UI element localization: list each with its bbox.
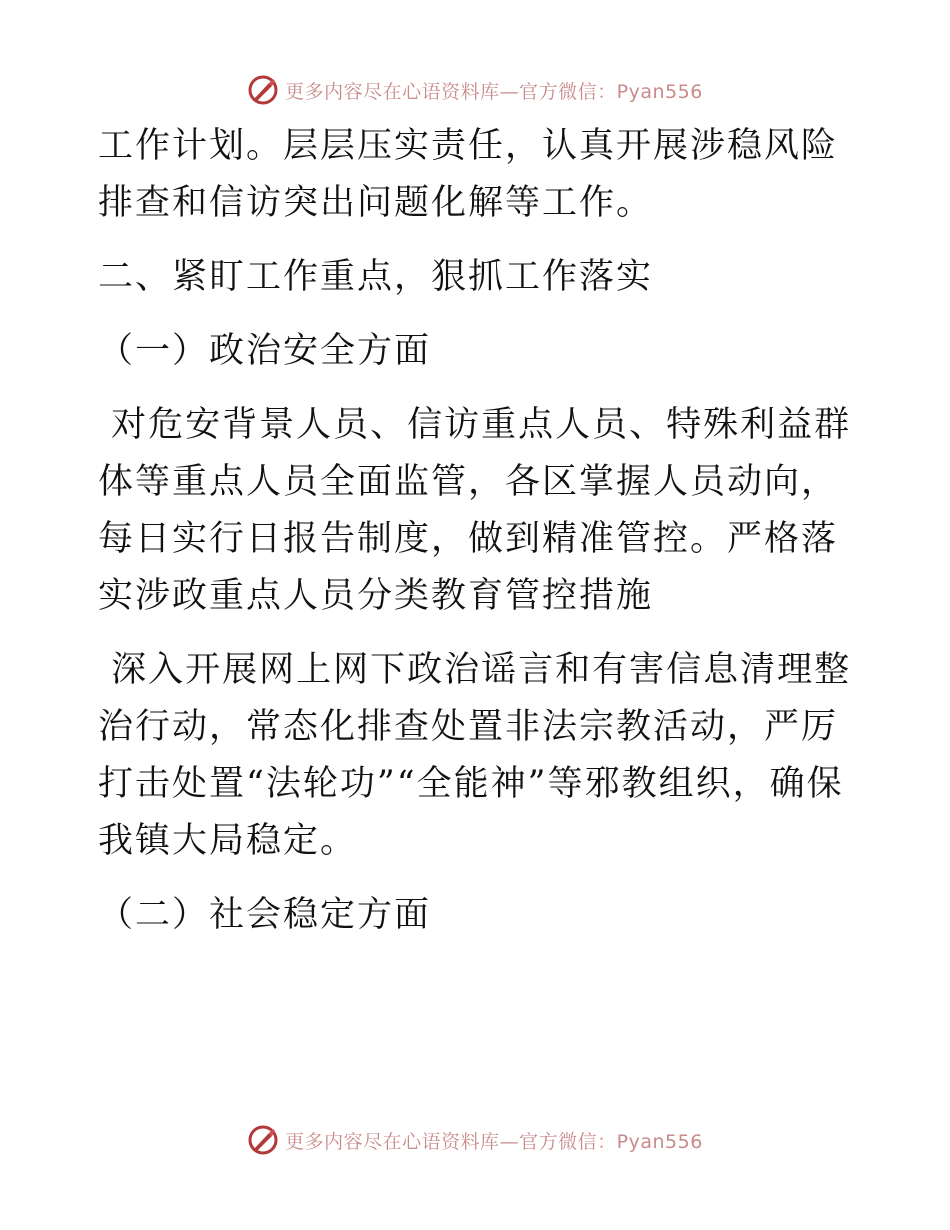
watermark-text: 更多内容尽在心语资料库—官方微信：Pyan556 bbox=[285, 80, 703, 103]
pen-logo-icon bbox=[247, 1124, 279, 1156]
document-body bbox=[98, 118, 858, 944]
paragraph-rumor-cleanup: 深入开展网上网下政治谣言和有害信息清理整治行动，常态化排查处置非法宗教活动，严厉打击处置“法轮功”“全能神”等邪教组织，确保我镇大局稳定。 bbox=[98, 650, 852, 861]
header-watermark bbox=[0, 70, 950, 110]
pen-logo-icon bbox=[247, 74, 279, 106]
paragraph-key-personnel: 对危安背景人员、信访重点人员、特殊利益群体等重点人员全面监管，各区掌握人员动向，每日实行日报告制度，做到精准管控。严格落实涉政重点人员分类教育管控措施 bbox=[98, 405, 852, 616]
paragraph-work-plan: 工作计划。层层压实责任，认真开展涉稳风险排查和信访突出问题化解等工作。 bbox=[98, 126, 839, 223]
subsection-heading-political-security: （一）政治安全方面 bbox=[98, 331, 432, 371]
watermark-text: 更多内容尽在心语资料库—官方微信：Pyan556 bbox=[285, 1130, 703, 1153]
subsection-heading-social-stability: （二）社会稳定方面 bbox=[98, 895, 432, 935]
section-heading-2: 二、紧盯工作重点，狠抓工作落实 bbox=[98, 257, 654, 297]
footer-watermark bbox=[0, 1120, 950, 1160]
